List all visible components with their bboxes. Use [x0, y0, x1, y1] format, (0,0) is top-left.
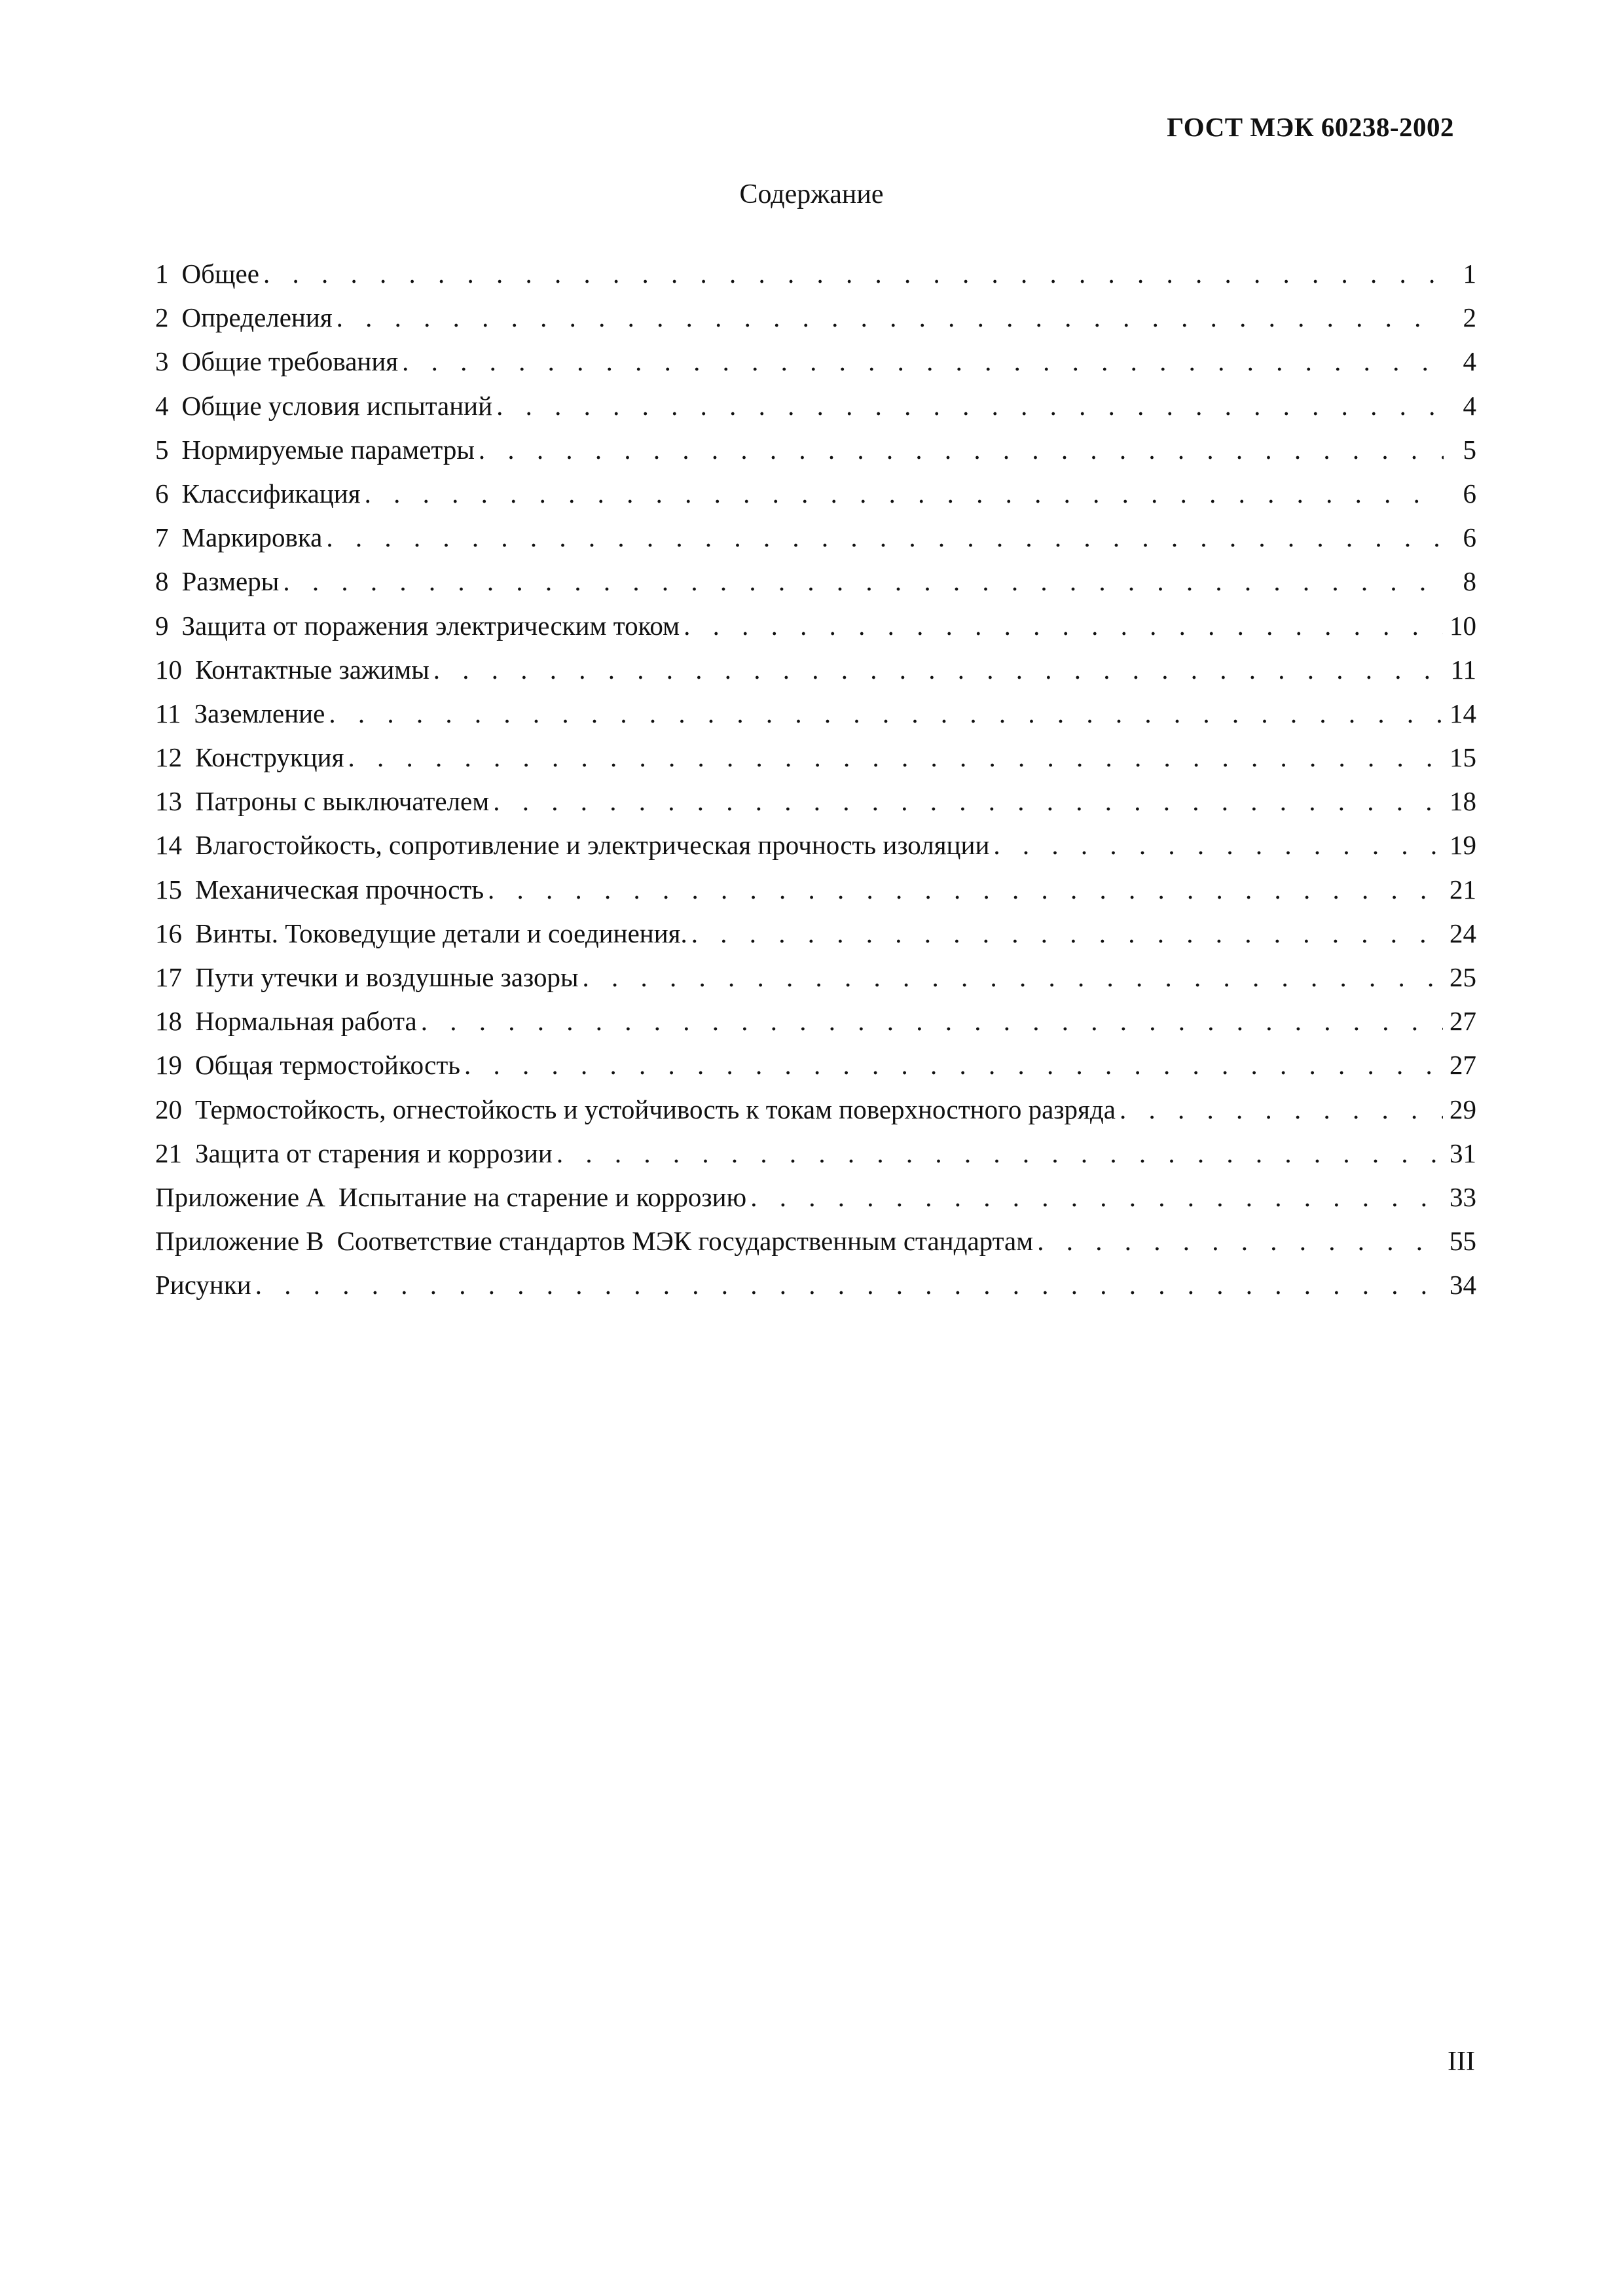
toc-entry[interactable]	[155, 1043, 1476, 1087]
toc-entry[interactable]	[155, 1175, 1476, 1219]
toc-entry-number: 3	[155, 346, 169, 377]
toc-leader-dots	[402, 340, 1444, 384]
toc-leader-dots	[493, 780, 1443, 823]
toc-entry-label: Соответствие стандартов МЭК государственным стандартам	[337, 1226, 1034, 1257]
toc-entry-label: Общая термостойкость	[195, 1050, 460, 1081]
toc-leader-dots	[263, 252, 1444, 296]
toc-entry[interactable]	[155, 1088, 1476, 1132]
toc-entry[interactable]	[155, 560, 1476, 603]
toc-entry-page: 33	[1450, 1181, 1476, 1212]
toc-entry-page: 5	[1463, 434, 1476, 465]
toc-entry-label: Термостойкость, огнестойкость и устойчивость к токам поверхностного разряда	[195, 1094, 1116, 1124]
toc-entry[interactable]	[155, 472, 1476, 516]
toc-entry-page: 2	[1463, 302, 1476, 333]
toc-entry-number: 11	[155, 698, 181, 728]
toc-leader-dots	[365, 472, 1444, 516]
toc-entry-label: Нормальная работа	[195, 1006, 417, 1037]
toc-entry-number: 16	[155, 918, 182, 948]
toc-entry[interactable]	[155, 999, 1476, 1043]
toc-entry[interactable]	[155, 780, 1476, 823]
toc-entry-label: Патроны с выключателем	[195, 786, 490, 817]
toc-entry-page: 21	[1450, 874, 1476, 905]
toc-entry-number: 14	[155, 830, 182, 861]
toc-entry-number: 18	[155, 1006, 182, 1037]
toc-entry[interactable]	[155, 1132, 1476, 1175]
toc-leader-dots	[993, 823, 1443, 867]
toc-entry-label: Общие требования	[181, 346, 399, 377]
toc-leader-dots	[750, 1175, 1443, 1219]
toc-entry[interactable]	[155, 340, 1476, 384]
toc-entry[interactable]	[155, 868, 1476, 912]
toc-entry[interactable]	[155, 692, 1476, 736]
toc-entry-label: Размеры	[181, 566, 280, 597]
toc-leader-dots	[488, 868, 1443, 912]
toc-entry-label: Классификация	[181, 478, 361, 509]
toc-entry-label: Защита от старения и коррозии	[195, 1138, 553, 1168]
toc-leader-dots	[556, 1132, 1443, 1175]
toc-entry-label: Винты. Токоведущие детали и соединения.	[195, 918, 687, 948]
toc-entry-page: 27	[1450, 1006, 1476, 1037]
toc-entry-label: Испытание на старение и коррозию	[338, 1181, 747, 1212]
toc-entry-label: Защита от поражения электрическим током	[181, 610, 680, 641]
toc-entry-number: 4	[155, 390, 169, 421]
toc-entry[interactable]	[155, 604, 1476, 648]
toc-entry-number: 2	[155, 302, 169, 333]
toc-entry-label: Определения	[181, 302, 333, 333]
toc-entry-number: 13	[155, 786, 182, 817]
toc-entry-page: 6	[1463, 478, 1476, 509]
toc-entry-number: 9	[155, 610, 169, 641]
toc-entry[interactable]	[155, 648, 1476, 692]
toc-entry-page: 14	[1450, 698, 1476, 728]
toc-entry-page: 6	[1463, 522, 1476, 553]
toc-entry-page: 34	[1450, 1270, 1476, 1300]
toc-entry-label: Контактные зажимы	[195, 654, 429, 685]
toc-entry-number: 19	[155, 1050, 182, 1081]
toc-entry[interactable]	[155, 384, 1476, 428]
toc-entry-label: Механическая прочность	[195, 874, 484, 905]
toc-leader-dots	[283, 560, 1444, 603]
toc-title: Содержание	[739, 179, 884, 209]
toc-leader-dots	[479, 428, 1444, 472]
toc-entry[interactable]	[155, 296, 1476, 340]
toc-leader-dots	[684, 604, 1443, 648]
toc-entry-label: Общие условия испытаний	[181, 390, 493, 421]
toc-entry[interactable]	[155, 516, 1476, 560]
toc-leader-dots	[583, 956, 1443, 999]
toc-entry-number: 17	[155, 962, 182, 992]
document-header: ГОСТ МЭК 60238-2002	[1167, 112, 1454, 142]
toc-entry[interactable]	[155, 1263, 1476, 1307]
toc-entry[interactable]	[155, 428, 1476, 472]
toc-entry-page: 11	[1450, 654, 1476, 685]
toc-leader-dots	[691, 912, 1443, 956]
toc-entry-number: 6	[155, 478, 169, 509]
page-number: III	[1448, 2047, 1475, 2077]
toc-leader-dots	[326, 516, 1444, 560]
toc-entry-page: 15	[1450, 742, 1476, 773]
toc-entry-page: 10	[1450, 610, 1476, 641]
toc-entry-number: 8	[155, 566, 169, 597]
toc-entry-page: 4	[1463, 346, 1476, 377]
toc-entry[interactable]	[155, 1219, 1476, 1263]
toc-entry-label: Нормируемые параметры	[181, 434, 475, 465]
toc-entry[interactable]	[155, 736, 1476, 780]
toc-entry-label: Рисунки	[155, 1270, 251, 1300]
toc-entry-number: 5	[155, 434, 169, 465]
toc-entry[interactable]	[155, 823, 1476, 867]
toc-leader-dots	[421, 999, 1443, 1043]
toc-entry-label: Маркировка	[181, 522, 323, 553]
toc-entry-label: Заземление	[194, 698, 325, 728]
table-of-contents	[155, 252, 1476, 1308]
toc-entry-label: Пути утечки и воздушные зазоры	[195, 962, 579, 992]
toc-entry-page: 4	[1463, 390, 1476, 421]
toc-entry-number: 21	[155, 1138, 182, 1168]
toc-entry-number: 20	[155, 1094, 182, 1124]
toc-entry-number: 10	[155, 654, 182, 685]
toc-entry-page: 31	[1450, 1138, 1476, 1168]
toc-entry-label: Влагостойкость, сопротивление и электрическая прочность изоляции	[195, 830, 990, 861]
toc-entry-label: Конструкция	[195, 742, 344, 773]
toc-entry-label: Общее	[181, 259, 259, 289]
toc-leader-dots	[255, 1263, 1443, 1307]
toc-leader-dots	[433, 648, 1444, 692]
toc-entry-number: 7	[155, 522, 169, 553]
toc-leader-dots	[1120, 1088, 1443, 1132]
toc-entry-page: 55	[1450, 1226, 1476, 1257]
toc-entry[interactable]	[155, 956, 1476, 999]
toc-entry-number: Приложение В	[155, 1226, 324, 1257]
toc-entry-page: 25	[1450, 962, 1476, 992]
toc-entry-page: 29	[1450, 1094, 1476, 1124]
toc-leader-dots	[1037, 1219, 1443, 1263]
toc-leader-dots	[348, 736, 1443, 780]
toc-entry-page: 19	[1450, 830, 1476, 861]
toc-entry-number: Приложение А	[155, 1181, 325, 1212]
toc-entry-number: 15	[155, 874, 182, 905]
toc-leader-dots	[337, 296, 1444, 340]
toc-leader-dots	[496, 384, 1444, 428]
toc-entry-page: 8	[1463, 566, 1476, 597]
toc-entry-page: 18	[1450, 786, 1476, 817]
toc-leader-dots	[464, 1043, 1443, 1087]
toc-entry[interactable]	[155, 252, 1476, 296]
toc-entry-number: 1	[155, 259, 169, 289]
toc-leader-dots	[329, 692, 1443, 736]
toc-entry-page: 1	[1463, 259, 1476, 289]
toc-entry-page: 27	[1450, 1050, 1476, 1081]
toc-entry-page: 24	[1450, 918, 1476, 948]
toc-entry-number: 12	[155, 742, 182, 773]
toc-entry[interactable]	[155, 912, 1476, 956]
